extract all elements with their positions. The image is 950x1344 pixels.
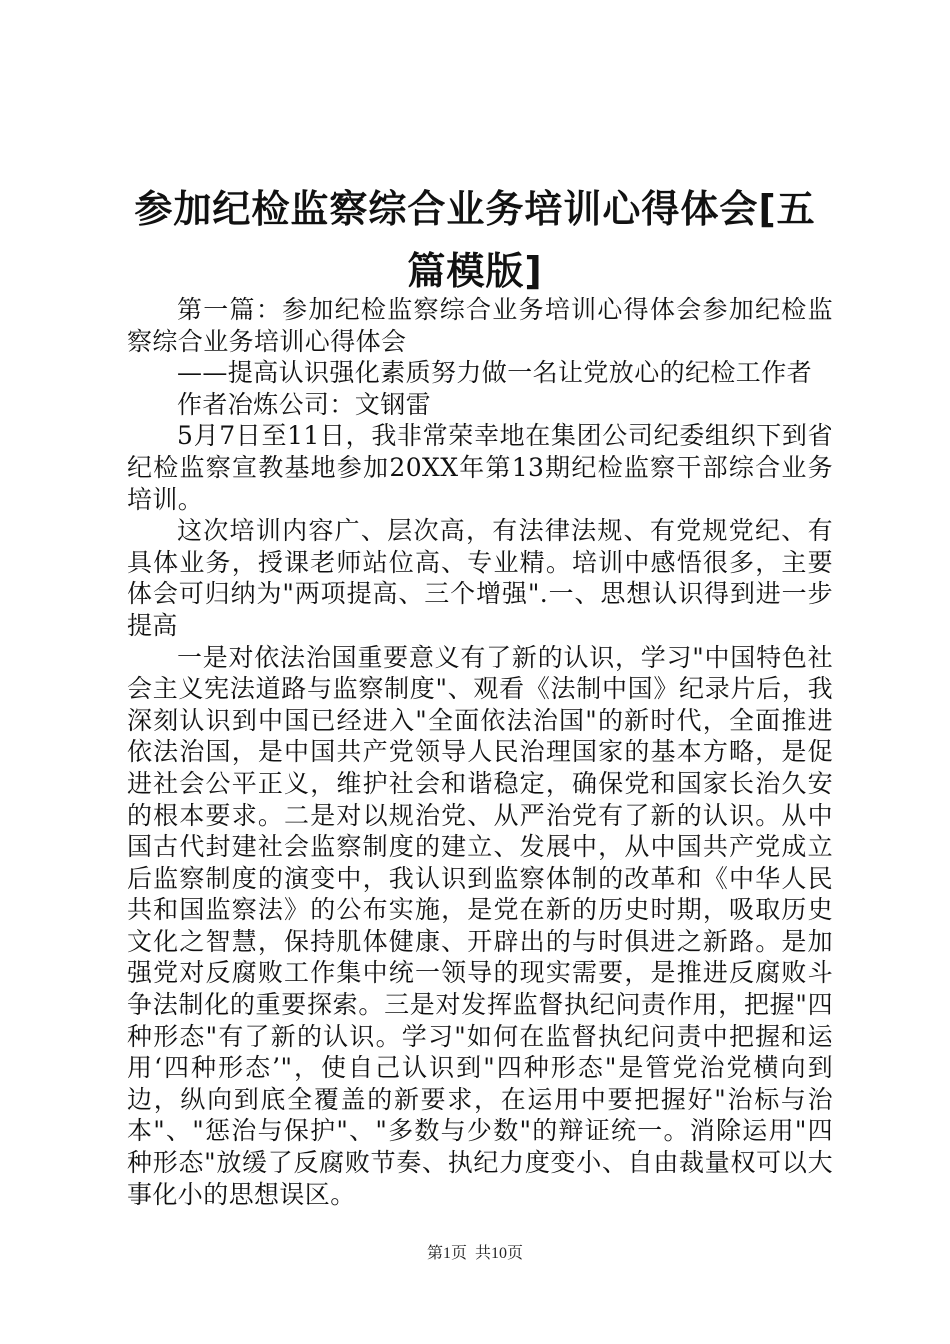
paragraph-3: 作者冶炼公司：文钢雷 (177, 389, 432, 419)
page-footer (0, 1240, 950, 1263)
paragraph-1: 第一篇：参加纪检监察综合业务培训心得体会参加纪检监察综合业务培训心得体会 (127, 295, 833, 356)
page-number: 第1页 (426, 1245, 467, 1262)
document-title: 参加纪检监察综合业务培训心得体会[五篇模版] (134, 187, 816, 293)
page-total: 共10页 (475, 1245, 524, 1262)
paragraph-4: 5月7日至11日，我非常荣幸地在集团公司纪委组织下到省纪检监察宣教基地参加20XX年第13期纪检监察干部综合业务培训。 (127, 421, 833, 514)
paragraph-2: ——提高认识强化素质努力做一名让党放心的纪检工作者 (177, 358, 813, 388)
paragraph-5: 这次培训内容广、层次高，有法律法规、有党规党纪、有具体业务，授课老师站位高、专业精。培训中感悟很多，主要体会可归纳为"两项提高、三个增强".一、思想认识得到进一步提高 (127, 516, 833, 640)
paragraph-6: 一是对依法治国重要意义有了新的认识，学习"中国特色社会主义宪法道路与监察制度"、观看《法制中国》纪录片后，我深刻认识到中国已经进入"全面依法治国"的新时代，全面推进依法治国，是中国共产党领导人民治理国家的基本方略，是促进社会公平正义，维护社会和谐稳定，确保党和国家长治久安的根本要求。二是对以规治党、从严治党有了新的认识。从中国古代封建社会监察制度的建立、发展中，从中国共产党成立后监察制度的演变中，我认识到监察体制的改革和《中华人民共和国监察法》的公布实施，是党在新的历史时期，吸取历史文化之智慧，保持肌体健康、开辟出的与时俱进之新路。是加强党对反腐败工作集中统一领导的现实需要，是推进反腐败斗争法制化的重要探索。三是对发挥监督执纪问责作用，把握"四种形态"有了新的认识。学习"如何在监督执纪问责中把握和运用‘四种形态’"，使自己认识到"四种形态"是管党治党横向到边，纵向到底全覆盖的新要求，在运用中要把握好"治标与治本"、"惩治与保护"、"多数与少数"的辩证统一。消除运用"四种形态"放缓了反腐败节奏、执纪力度变小、自由裁量权可以大事化小的思想误区。 (127, 642, 833, 1209)
document-body (127, 294, 833, 1210)
